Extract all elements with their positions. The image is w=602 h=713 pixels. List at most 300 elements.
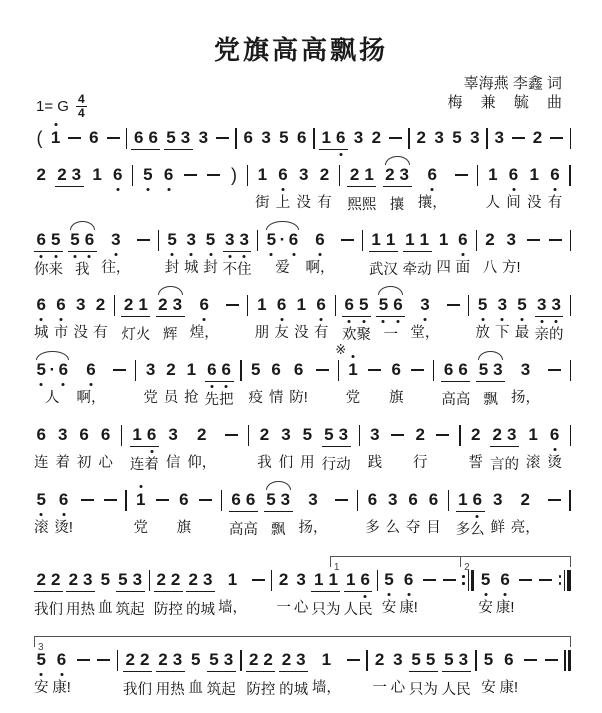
dash-mark xyxy=(519,579,532,581)
barline xyxy=(120,425,123,473)
music-system-3 xyxy=(34,230,572,280)
note-digit: 2 xyxy=(166,360,176,379)
note-digit: 2 xyxy=(278,570,289,589)
lyric: 堂， xyxy=(410,325,440,341)
beam-group xyxy=(319,128,348,150)
dash-mark xyxy=(549,239,562,241)
lyric: 扬， xyxy=(511,390,541,406)
duration-dash xyxy=(517,570,534,618)
lyric: 有 xyxy=(93,325,108,341)
note-digit: 5 xyxy=(483,650,494,669)
duration-dash xyxy=(102,490,119,538)
duration-dash xyxy=(111,360,128,408)
lyric: 亲 xyxy=(534,327,550,343)
note xyxy=(259,128,273,148)
note-digit: 3 xyxy=(145,360,156,379)
note-digit: 3 xyxy=(434,128,444,147)
note xyxy=(506,165,521,213)
lyric: 一 xyxy=(372,680,387,696)
note xyxy=(414,128,428,148)
lyric: 旗 xyxy=(176,520,192,536)
lyric: 动 xyxy=(336,457,351,473)
note-digit: 3 xyxy=(506,425,517,444)
dash-mark xyxy=(447,304,460,306)
lyric: 旗 xyxy=(388,390,404,406)
barline xyxy=(569,295,572,343)
lyric: 连 xyxy=(129,457,145,473)
lyric: 动 xyxy=(417,262,432,278)
notes-row xyxy=(34,650,572,700)
note-digit: 5 xyxy=(478,360,489,379)
notes-row xyxy=(34,128,572,150)
lyric: 你 xyxy=(34,262,49,278)
lyric: 封 xyxy=(164,260,180,276)
volta-number: 1 xyxy=(333,562,340,573)
note-digit: 6 xyxy=(293,360,304,379)
note-digit: 5 xyxy=(49,230,63,250)
barline xyxy=(334,295,337,343)
note-digit: 1 xyxy=(364,165,374,184)
parenthesis xyxy=(34,128,45,148)
duration-dash xyxy=(333,490,350,538)
note xyxy=(527,165,542,213)
barline xyxy=(568,490,571,538)
lyricist-credit: 辜海燕 李鑫 词 xyxy=(463,75,562,92)
dash-mark xyxy=(443,579,456,581)
note-digit: 1 xyxy=(257,295,267,314)
dash-mark xyxy=(512,137,525,139)
lyric: 来 xyxy=(48,262,63,278)
lyric: 起 xyxy=(130,602,145,618)
lyric: 信 xyxy=(165,455,181,471)
duration-dash xyxy=(223,425,240,473)
note-digit: 2 xyxy=(415,425,425,444)
note-digit: 1 xyxy=(138,295,148,314)
meter-numerator: 4 xyxy=(77,92,85,106)
lyric: 筑 xyxy=(206,682,222,698)
music-system-9 xyxy=(34,635,572,700)
note xyxy=(511,490,540,538)
note-digit: 2 xyxy=(485,230,495,249)
note-digit: 3 xyxy=(418,295,432,315)
note xyxy=(314,295,329,343)
note-digit: 1 xyxy=(133,490,147,510)
note-digit: 2 xyxy=(349,165,360,184)
dash-mark xyxy=(389,137,402,139)
note-digit: 3 xyxy=(494,128,504,147)
note-digit: 6 xyxy=(100,425,111,444)
note xyxy=(54,490,73,538)
note xyxy=(203,230,218,278)
notes-row xyxy=(34,425,572,475)
duration-dash xyxy=(387,128,404,148)
lyric: 牵 xyxy=(402,262,418,278)
lyric: 下 xyxy=(495,325,510,341)
note-digit: 6 xyxy=(79,425,89,444)
note-digit: 6 xyxy=(34,295,48,315)
note-digit: 1 xyxy=(186,360,197,379)
note xyxy=(73,295,88,343)
note-digit: ( xyxy=(36,128,43,148)
beam-group xyxy=(123,650,152,700)
note-digit: 2 xyxy=(248,650,259,669)
duration-dash xyxy=(548,128,565,148)
lyric: 四 xyxy=(436,260,451,276)
note xyxy=(515,295,530,343)
note-digit: 3 xyxy=(493,360,503,379)
note-digit: 5 xyxy=(382,570,396,590)
duration-dash xyxy=(224,295,241,343)
lyric: 党 xyxy=(143,390,158,406)
note-digit: 3 xyxy=(202,570,213,589)
note xyxy=(93,295,108,343)
note-digit: 6 xyxy=(333,128,347,148)
note xyxy=(161,165,175,213)
note-digit: 6 xyxy=(391,360,401,379)
barline xyxy=(361,230,364,278)
slur-group xyxy=(264,490,293,540)
lyric: 烫! xyxy=(54,520,73,536)
note-digit: 5 xyxy=(425,650,436,669)
lyric: 友 xyxy=(274,325,289,341)
duration-dash xyxy=(95,650,112,698)
note-digit: 2 xyxy=(68,570,79,589)
note xyxy=(391,650,406,698)
note-digit: 6 xyxy=(314,295,328,315)
lyric: 飘 xyxy=(483,392,498,408)
beam-group xyxy=(409,650,438,700)
meter-denominator: 4 xyxy=(77,106,85,120)
note-digit: 6 xyxy=(148,128,158,147)
note xyxy=(101,230,130,278)
lyric: 安 xyxy=(481,680,496,696)
note-digit: 3 xyxy=(223,650,234,669)
barline xyxy=(376,570,379,618)
lyric: 的 xyxy=(549,327,564,343)
dash-mark xyxy=(524,659,537,661)
note-digit: 3 xyxy=(338,425,349,444)
dash-mark xyxy=(184,174,197,176)
beam-group xyxy=(403,230,432,280)
lyric: 攘 xyxy=(389,197,405,213)
note-digit: 6 xyxy=(401,570,415,590)
beam-group xyxy=(55,165,84,215)
dash-mark xyxy=(81,499,94,501)
note-digit: 6 xyxy=(54,295,68,315)
lyric: 抢 xyxy=(184,390,199,406)
beam-group xyxy=(442,650,471,700)
note-digit: 6 xyxy=(286,230,300,250)
note-digit: 3 xyxy=(198,128,209,147)
lyric: 上 xyxy=(275,195,291,211)
duration-dash xyxy=(525,230,542,278)
note-digit: 2 xyxy=(51,570,61,589)
repeat-end-barline xyxy=(558,570,572,618)
lyric: 熙 xyxy=(347,197,362,213)
note-digit: 5 xyxy=(190,650,201,669)
duration-dash xyxy=(445,295,462,343)
note xyxy=(548,165,563,213)
barline xyxy=(432,360,435,408)
note-digit: 1 xyxy=(257,165,268,184)
note-digit: 6 xyxy=(34,230,48,250)
duration-dash xyxy=(543,650,560,698)
note-digit: 6 xyxy=(367,490,378,509)
beam-group xyxy=(311,570,340,620)
note xyxy=(382,570,397,618)
lyric: 心 xyxy=(98,455,113,471)
note xyxy=(490,490,505,538)
note-digit: 6 xyxy=(84,360,98,380)
lyric: 的 xyxy=(185,602,201,618)
note xyxy=(481,650,496,698)
lyric: 没 xyxy=(73,325,88,341)
lyric: 一 xyxy=(383,327,398,343)
note-digit: 3 xyxy=(370,425,380,444)
note-digit: 3 xyxy=(132,570,143,589)
note-digit: 5 xyxy=(118,570,128,589)
barline xyxy=(569,360,572,408)
duration-dash xyxy=(537,570,554,618)
beam-group xyxy=(164,128,193,150)
lyric: 辉 xyxy=(162,327,178,343)
note-digit: 5 xyxy=(444,650,454,669)
beam-group xyxy=(156,650,185,700)
note-digit: 1 xyxy=(321,128,331,147)
lyric: 人 xyxy=(441,682,457,698)
dash-mark xyxy=(107,137,120,139)
note-digit: 2 xyxy=(95,295,106,314)
lyric: 初 xyxy=(76,455,92,471)
note-digit: 1 xyxy=(371,230,381,249)
lyric: 誓 xyxy=(468,455,483,471)
note xyxy=(475,295,490,343)
lyric: 着 xyxy=(55,455,70,471)
note-digit: 3 xyxy=(261,128,271,147)
note xyxy=(184,230,199,278)
lyric: 武 xyxy=(368,262,384,278)
note xyxy=(165,230,180,278)
note-digit: 3 xyxy=(57,425,68,444)
lyric: 们 xyxy=(48,602,63,618)
dash-mark xyxy=(252,579,265,581)
note-digit: 5 xyxy=(209,650,219,669)
lyric: 热 xyxy=(80,602,96,618)
note xyxy=(432,128,446,148)
note-digit: 6 xyxy=(245,490,256,509)
note-digit: 1 xyxy=(227,570,238,589)
note-digit: 1 xyxy=(438,230,449,249)
note xyxy=(389,360,404,408)
lyric: 城 xyxy=(34,325,49,341)
lyric: 放 xyxy=(475,325,490,341)
note xyxy=(77,360,106,408)
score-header xyxy=(0,0,602,128)
dash-mark xyxy=(335,499,348,501)
lyric: 心 xyxy=(390,680,406,696)
dash-mark xyxy=(97,659,110,661)
duration-dash xyxy=(546,360,563,408)
duration-dash xyxy=(75,650,92,698)
duration-dash xyxy=(389,425,406,473)
note xyxy=(164,360,179,408)
note-digit: 5 xyxy=(302,425,313,444)
note-digit: 6 xyxy=(243,128,253,147)
note-digit: 1 xyxy=(529,165,539,184)
dash-mark xyxy=(423,579,436,581)
lyric: 着 xyxy=(144,457,159,473)
barline xyxy=(568,165,571,213)
note-digit: 2 xyxy=(158,295,168,314)
lyric: 人 xyxy=(343,602,358,618)
note-digit: 2 xyxy=(263,650,273,669)
note-digit: 6 xyxy=(504,650,514,669)
duration-dash xyxy=(197,490,214,538)
beam-group xyxy=(186,570,215,620)
lyric: 疫 xyxy=(248,390,263,406)
lyric: 心 xyxy=(293,600,309,616)
lyric: 用 xyxy=(300,455,315,471)
duration-dash xyxy=(510,128,527,148)
note-digit: 3 xyxy=(168,425,178,444)
dash-mark xyxy=(225,434,238,436)
notes-row xyxy=(34,230,572,280)
beam-group xyxy=(347,165,376,215)
note xyxy=(492,128,506,148)
music-system-5 xyxy=(34,360,572,410)
beam-group xyxy=(207,650,236,700)
dash-mark xyxy=(77,659,90,661)
beam-group xyxy=(343,570,372,620)
lyric: 么 xyxy=(385,520,401,536)
lyric: 践 xyxy=(367,455,383,471)
lyric: 城 xyxy=(184,260,199,276)
note-digit: 3 xyxy=(495,295,509,315)
dash-mark xyxy=(548,369,561,371)
beam-group xyxy=(223,230,252,280)
note-digit: 6 xyxy=(408,490,418,509)
segno-mark: ※ xyxy=(335,342,347,357)
barline xyxy=(569,425,572,473)
barline xyxy=(234,128,237,148)
note-digit: 3 xyxy=(75,295,86,314)
dash-mark xyxy=(226,304,239,306)
note-digit: 6 xyxy=(197,295,211,315)
lyric: 高 xyxy=(455,392,471,408)
lyric: 行 xyxy=(413,455,428,471)
note xyxy=(279,425,294,473)
lyric: 没 xyxy=(527,195,542,211)
beam-group xyxy=(441,360,470,410)
lyric: 高 xyxy=(228,522,244,538)
volta-bracket-1 xyxy=(330,556,460,573)
duration-dash xyxy=(453,165,470,213)
volta-bracket-3 xyxy=(34,636,571,653)
note xyxy=(297,165,312,213)
note xyxy=(277,128,291,148)
note-digit: 3 xyxy=(109,230,123,250)
note-digit: 3 xyxy=(184,230,198,250)
note-digit: 1 xyxy=(346,360,360,380)
note xyxy=(177,490,192,538)
note xyxy=(530,128,544,148)
dash-mark xyxy=(68,137,81,139)
composer-credit: 梅 兼 毓 曲 xyxy=(447,94,562,111)
note-digit: ) xyxy=(230,165,237,185)
note xyxy=(34,165,48,213)
note xyxy=(48,128,62,148)
lyric: 八 xyxy=(482,260,498,276)
lyric: 我 xyxy=(34,602,49,618)
barline xyxy=(124,490,127,538)
note xyxy=(77,425,92,473)
lyric: 为 xyxy=(423,682,438,698)
note-digit: 5 xyxy=(34,360,48,380)
lyric: 安 xyxy=(478,600,493,616)
repeat-end-barline xyxy=(461,570,475,618)
note xyxy=(295,128,309,148)
note xyxy=(386,490,401,538)
note-digit: 6 xyxy=(89,128,99,147)
lyric: 连 xyxy=(34,455,49,471)
lyric: 筑 xyxy=(115,602,131,618)
note-digit: 2 xyxy=(385,165,395,184)
lyric: 多 xyxy=(455,522,471,538)
note xyxy=(426,490,441,538)
note xyxy=(196,128,210,148)
slur-group xyxy=(264,230,301,278)
note-digit: 5 xyxy=(266,490,276,509)
barline xyxy=(131,165,134,213)
lyric: 面 xyxy=(455,260,471,276)
note-digit: 2 xyxy=(188,570,198,589)
lyric: 康! xyxy=(495,600,515,616)
dash-mark xyxy=(156,499,169,501)
key-signature xyxy=(36,94,87,119)
dash-mark xyxy=(316,369,329,371)
lyric: 不 xyxy=(222,262,237,278)
note-digit: 6 xyxy=(547,425,561,445)
barline xyxy=(356,490,359,538)
lyric: 党 xyxy=(345,390,361,406)
beam-group xyxy=(154,570,183,620)
lyric: 方! xyxy=(501,260,521,276)
beam-group xyxy=(535,295,564,345)
note-digit: 3 xyxy=(237,230,251,250)
note-digit: 3 xyxy=(280,490,291,509)
note-digit: 1 xyxy=(313,570,324,589)
note-digit: 2 xyxy=(259,425,270,444)
note xyxy=(406,490,421,538)
lyric: 滚 xyxy=(525,455,541,471)
note-digit: 3 xyxy=(388,490,398,509)
lyric: 的 xyxy=(504,457,519,473)
barline xyxy=(312,128,315,148)
note-digit: 1 xyxy=(328,570,338,589)
note-digit: 6 xyxy=(133,128,144,147)
note-digit: 5 xyxy=(166,128,176,147)
note xyxy=(166,425,181,473)
note xyxy=(143,360,158,408)
note xyxy=(317,165,332,213)
dash-mark xyxy=(137,239,150,241)
note xyxy=(495,295,510,343)
note-digit: 6 xyxy=(56,360,70,380)
note-digit: 5 xyxy=(165,230,179,250)
dash-mark xyxy=(550,137,563,139)
lyric: 民 xyxy=(456,682,471,698)
note-digit: 1 xyxy=(458,490,468,509)
